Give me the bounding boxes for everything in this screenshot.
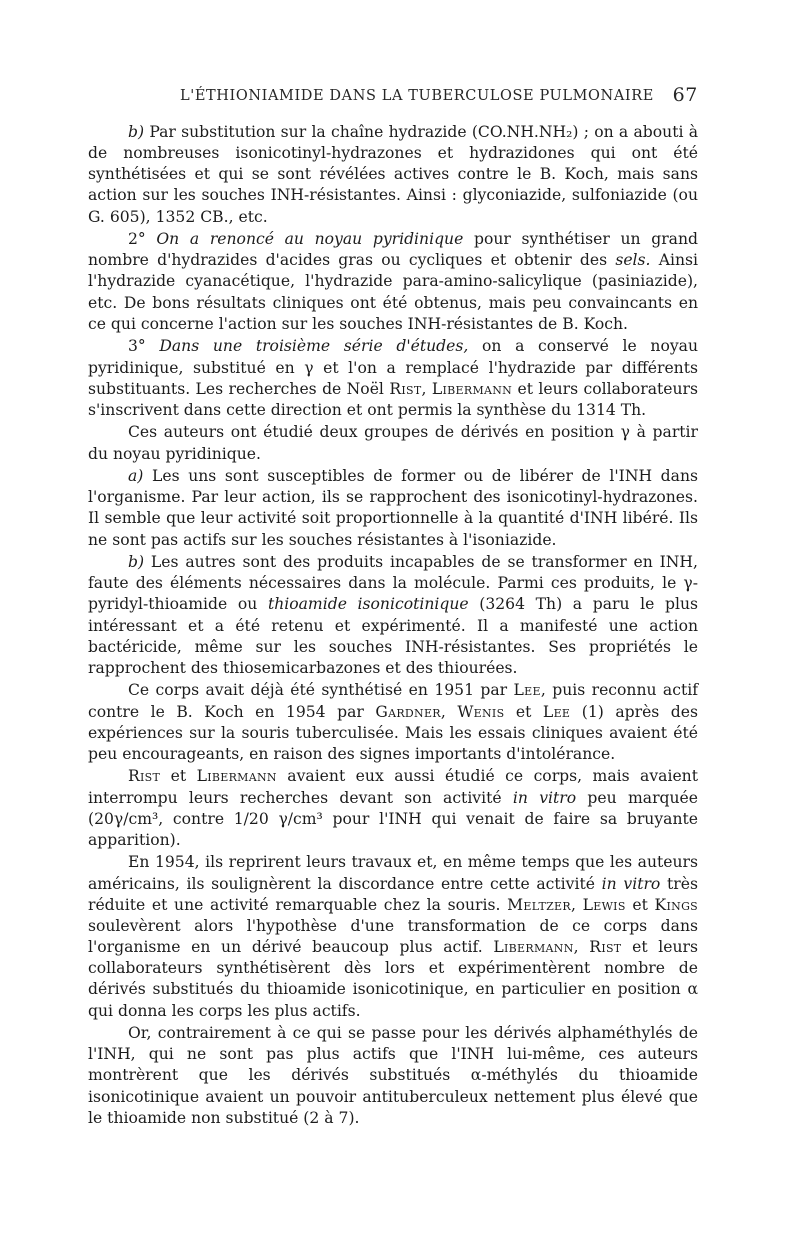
author-name: Libermann [196,767,277,786]
paragraph-text: Ce corps avait déjà été synthétisé en 1951 par [128,681,514,700]
paragraph-text: En 1954, ils reprirent leurs travaux et, en même temps que les auteurs américains, ils soulignèrent la discordance entre cette activité [88,853,698,893]
paragraph-text: on a conservé le noyau pyridinique, substitué en γ et l'on a remplacé l'hydrazide par différents substituants. Les recherches de Noël [88,337,698,398]
running-header [88,84,698,110]
paragraph-3 [88,336,698,421]
paragraph-2 [88,229,698,335]
emphasis: in vitro [601,874,661,893]
book-page [88,84,698,1130]
author-name: Lewis [582,895,626,914]
paragraph-text: (1) après des expériences sur la souris tuberculisée. Mais les essais cliniques avaient été peu encourageants, en raison des signes importants d'intolérance. [88,702,699,763]
author-name: Kings [654,895,698,914]
paragraph-text: et leurs collaborateurs synthétisèrent dès lors et expérimentèrent nombre de dérivés substitués du thioamide isonicotinique, en particulier en position α qui donna les corps les plus actifs. [88,938,699,1020]
paragraph-text: , [570,895,583,914]
emphasis: On a renoncé au noyau pyridinique [156,230,464,249]
author-name: Lee [513,681,541,700]
paragraph-text: , [421,379,432,398]
paragraph-text: et [625,895,655,914]
paragraph-text: Or, contrairement à ce qui se passe pour les dérivés alphaméthylés de l'INH, qui ne sont pas plus actifs que l'INH lui-même, ces auteurs montrèrent que les dérivés substitués α-méthylés du thioamide isonicotinique avaient un pouvoir antituberculeux nettement plus élevé que le thioamide non substitué (2 à 7). [88,1024,698,1127]
author-name: Lee [542,702,571,721]
paragraph-text: (3264 Th) a paru le plus intéressant et a été retenu et expérimenté. Il a manifesté une action bactéricide, même sur les souches INH-résistantes. Ses propriétés le rapprochent des thiosemicarbazones et des thiourées. [88,595,699,677]
author-name: Wenis [457,702,505,721]
paragraph-text: Ces auteurs ont étudié deux groupes de dérivés en position γ à partir du noyau pyridinique. [88,423,698,463]
running-title: L'ÉTHIONIAMIDE DANS LA TUBERCULOSE PULMONAIRE [180,88,654,104]
emphasis: in vitro [512,788,577,807]
paragraph-text: avaient eux aussi étudié ce corps, mais avaient interrompu leurs recherches devant son activité [88,767,698,807]
paragraph-text: , [440,702,458,721]
paragraph-text: Les autres sont des produits incapables de se transformer en INH, faute des éléments nécessaires dans la molécule. Parmi ces produits, le γ-pyridyl-thioamide ou [88,553,698,614]
paragraph-text: Ainsi l'hydrazide cyanacétique, l'hydrazide para-amino-salicylique (pasiniazide), etc. De bons résultats cliniques ont été obtenus, mais peu convaincants en ce qui concerne l'action sur les souches INH-résistantes de B. Koch. [88,251,698,333]
author-name: Rist [128,767,161,786]
author-name: Gardner [375,702,441,721]
emphasis: Dans une troisième série d'études, [159,337,469,356]
list-marker: b) [128,123,145,141]
paragraph-text: pour synthétiser un grand nombre d'hydrazides d'acides gras ou cycliques et obtenir des [88,230,698,270]
emphasis: thioamide isonicotinique [267,595,469,614]
author-name: Meltzer [507,895,571,914]
paragraph-8 [88,766,698,851]
list-marker: a) [128,467,144,486]
paragraph-5 [88,466,698,551]
paragraph-text: Les uns sont susceptibles de former ou de libérer de l'INH dans l'organisme. Par leur action, ils se rapprochent des isonicotinyl-hydrazones. Il semble que leur activité soit proportionnelle à la quantité d'INH libéré. Ils ne sont pas actifs sur les souches résistantes à l'isoniazide. [88,467,698,549]
paragraph-4 [88,422,698,464]
paragraph-10 [88,1023,698,1129]
paragraph-text: soulevèrent alors l'hypothèse d'une transformation de ce corps dans l'organisme en un dérivé beaucoup plus actif. [88,916,698,957]
paragraph-text: et [504,702,543,721]
author-name: Rist [589,938,622,957]
paragraph-text: et leurs collaborateurs s'inscrivent dans cette direction et ont permis la synthèse du 1314 Th. [88,379,699,419]
list-marker: b) [128,553,145,572]
section-number: 3° [128,337,146,356]
paragraph-1 [88,122,698,228]
author-name: Rist [389,379,422,398]
body-text [88,122,698,1129]
page-number: 67 [672,84,698,106]
paragraph-text: et [160,767,197,786]
emphasis: sels. [615,251,651,270]
author-name: Libermann [431,379,513,398]
paragraph-text: , [573,938,590,957]
paragraph-7 [88,680,698,765]
author-name: Libermann [493,938,574,957]
paragraph-6 [88,552,698,679]
paragraph-text: très réduite et une activité remarquable chez la souris. [88,874,698,914]
section-number: 2° [128,230,146,249]
paragraph-text: Par substitution sur la chaîne hydrazide (CO.NH.NH₂) ; on a abouti à de nombreuses isonicotinyl-hydrazones et hydrazidones qui ont été synthétisées et qui se sont révélées actives contre le B. Koch, mais sans action sur les souches INH-résistantes. Ainsi : glyconiazide, sulfoniazide (ou G. 605), 1352 CB., etc. [88,123,698,226]
paragraph-text: peu marquée (20γ/cm³, contre 1/20 γ/cm³ pour l'INH qui venait de faire sa bruyante apparition). [88,788,699,849]
paragraph-text: , puis reconnu actif contre le B. Koch en 1954 par [88,681,698,721]
paragraph-9 [88,852,698,1021]
